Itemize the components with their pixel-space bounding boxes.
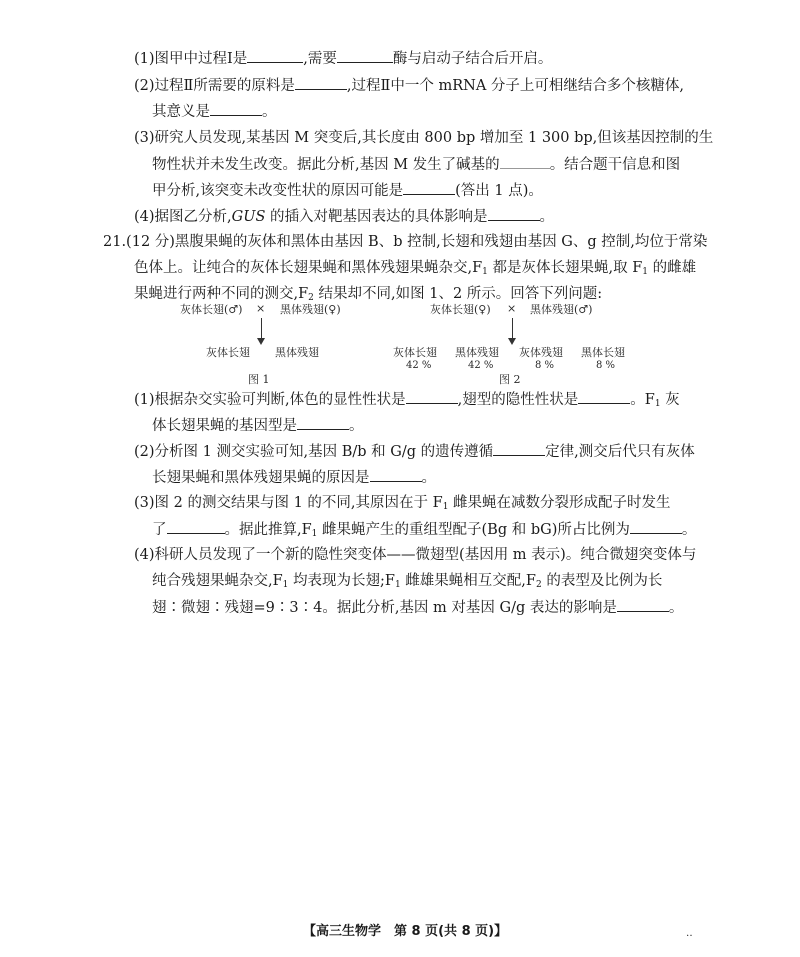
fig2-offspring-2: 黑体残翅: [455, 346, 499, 359]
fig1-arrow-head: [257, 338, 265, 345]
text: ,需要: [303, 51, 337, 67]
subquestion-4-line-3: [152, 597, 683, 618]
text: 。据此推算,F: [224, 522, 312, 538]
text: ,翅型的隐性性状是: [457, 392, 579, 408]
answer-blank: [406, 389, 458, 404]
fig1-cross-symbol: ×: [256, 302, 266, 315]
answer-blank: [337, 48, 393, 63]
text: 翅∶微翅∶残翅=9∶3∶4。据此分析,基因 m 对基因 G/g 表达的影响是: [152, 600, 617, 616]
fig2-percent-3: 8 %: [535, 360, 555, 371]
subscript: 2: [308, 293, 314, 303]
text: 雌雄果蝇相互交配,F: [400, 573, 536, 589]
question-2-line-1: [134, 75, 684, 96]
text: 定律,测交后代只有灰体: [545, 444, 695, 460]
fig2-cross-symbol: ×: [507, 302, 517, 315]
subscript: 2: [535, 580, 542, 590]
text: 物性状并未发生改变。据此分析,基因 M 发生了碱基的: [152, 157, 500, 173]
answer-blank: [167, 519, 225, 534]
text: 雌果蝇在减数分裂形成配子时发生: [448, 495, 671, 511]
text: 。: [262, 104, 277, 120]
text: (3)图 2 的测交结果与图 1 的不同,其原因在于 F: [134, 495, 443, 511]
fig2-offspring-4: 黑体长翅: [581, 346, 625, 359]
text: (1)根据杂交实验可判断,体色的显性性状是: [134, 392, 406, 408]
answer-blank: [210, 101, 262, 116]
fig2-arrow-head: [508, 338, 516, 345]
subscript: 1: [442, 502, 449, 512]
subscript: 1: [282, 580, 289, 590]
text: (2)分析图 1 测交实验可知,基因 B/b 和 G/g 的遗传遵循: [134, 444, 494, 460]
gus-gene: GUS: [231, 209, 266, 225]
text: 灰: [660, 392, 680, 408]
text: 其意义是: [152, 104, 210, 120]
question-3-line-3: [152, 180, 543, 201]
text: 。结合题干信息和图: [549, 157, 681, 173]
fig2-parent-female: 灰体长翅(♀): [430, 303, 491, 316]
text: 结果却不同,如图 1、2 所示。回答下列问题:: [313, 286, 603, 302]
subscript: 1: [311, 529, 318, 539]
text: 都是灰体长翅果蝇,取 F: [487, 260, 643, 276]
answer-blank: [617, 597, 669, 612]
fig1-parent-male: 灰体长翅(♂): [180, 303, 243, 316]
answer-blank: [488, 206, 540, 221]
subscript: 1: [642, 267, 649, 277]
text: 。F: [630, 392, 655, 408]
text: 体长翅果蝇的基因型是: [152, 418, 297, 434]
answer-blank: [295, 75, 347, 90]
text: 。: [421, 470, 436, 486]
subquestion-3-line-1: [134, 493, 671, 517]
text: (2)过程Ⅱ所需要的原料是: [134, 78, 295, 94]
question-3-line-2: [152, 154, 680, 175]
fig2-percent-1: 42 %: [406, 360, 432, 371]
text: 果蝇进行两种不同的测交,F: [134, 286, 309, 302]
text: 21.(12 分)黑腹果蝇的灰体和黑体由基因 B、b 控制,长翅和残翅由基因 G、g 控制,均位于常染: [103, 234, 708, 250]
page-footer: 【高三生物学 第 8 页(共 8 页)】: [303, 924, 508, 939]
text: 。: [349, 418, 364, 434]
answer-blank: [493, 441, 545, 456]
text: 色体上。让纯合的灰体长翅果蝇和黑体残翅果蝇杂交,F: [134, 260, 483, 276]
text: 的表型及比例为长: [541, 573, 663, 589]
fig1-offspring-2: 黑体残翅: [275, 346, 319, 359]
subscript: 1: [394, 580, 401, 590]
text: 酶与启动子结合后开启。: [392, 51, 553, 67]
text: (4)科研人员发现了一个新的隐性突变体——微翅型(基因用 m 表示)。纯合微翅突变体与: [134, 547, 697, 563]
fig2-parent-male: 黑体残翅(♂): [530, 303, 593, 316]
fig2-offspring-3: 灰体残翅: [519, 346, 563, 359]
answer-blank: [578, 389, 630, 404]
question-3-line-1: [134, 128, 713, 148]
answer-blank: [500, 154, 550, 169]
answer-blank: [403, 180, 455, 195]
fig2-arrow-line: [512, 318, 513, 340]
text: 纯合残翅果蝇杂交,F: [152, 573, 283, 589]
text: (答出 1 点)。: [455, 183, 543, 199]
subquestion-1-line-2: [152, 415, 364, 436]
text: 。: [668, 600, 684, 616]
fig2-percent-2: 42 %: [468, 360, 494, 371]
answer-blank: [297, 415, 349, 430]
text: 雌果蝇产生的重组型配子(Bg 和 bG)所占比例为: [317, 522, 630, 538]
subscript: 1: [654, 399, 661, 409]
question-1-line: [134, 48, 552, 69]
subquestion-4-line-2: [152, 571, 662, 595]
corner-mark: ‥: [686, 928, 693, 939]
answer-blank: [630, 519, 682, 534]
question-4-line: [134, 206, 554, 227]
text: 了: [152, 522, 167, 538]
text: (4)据图乙分析,: [134, 209, 232, 225]
question-2-line-2: [152, 101, 277, 122]
fig1-parent-female: 黑体残翅(♀): [280, 303, 341, 316]
subquestion-2-line-1: [134, 441, 695, 462]
text: 。: [681, 522, 697, 538]
fig1-label: 图 1: [248, 373, 270, 386]
subquestion-2-line-2: [152, 467, 436, 488]
text: 的插入对靶基因表达的具体影响是: [265, 209, 488, 225]
question-21-line-2: [134, 258, 696, 282]
fig1-arrow-line: [261, 318, 262, 340]
text: 均表现为长翅;F: [288, 573, 395, 589]
subquestion-4-line-1: [134, 545, 696, 565]
subquestion-1-line-1: [134, 389, 680, 414]
text: 的雌雄: [648, 260, 697, 276]
subscript: 1: [482, 267, 488, 277]
text: 。: [539, 209, 555, 225]
text: ,过程Ⅱ中一个 mRNA 分子上可相继结合多个核糖体,: [346, 78, 685, 94]
answer-blank: [247, 48, 303, 63]
answer-blank: [370, 467, 422, 482]
fig2-percent-4: 8 %: [596, 360, 616, 371]
text: (1)图甲中过程Ⅰ是: [134, 51, 248, 67]
text: (3)研究人员发现,某基因 M 突变后,其长度由 800 bp 增加至 1 300 bp,但该基因控制的生: [134, 130, 714, 146]
fig2-label: 图 2: [499, 373, 521, 386]
subquestion-3-line-2: [152, 519, 696, 544]
text: 甲分析,该突变未改变性状的原因可能是: [152, 183, 404, 199]
fig1-offspring-1: 灰体长翅: [206, 346, 250, 359]
text: 长翅果蝇和黑体残翅果蝇的原因是: [152, 470, 370, 486]
question-21-line-1: [103, 232, 707, 252]
fig2-offspring-1: 灰体长翅: [393, 346, 437, 359]
